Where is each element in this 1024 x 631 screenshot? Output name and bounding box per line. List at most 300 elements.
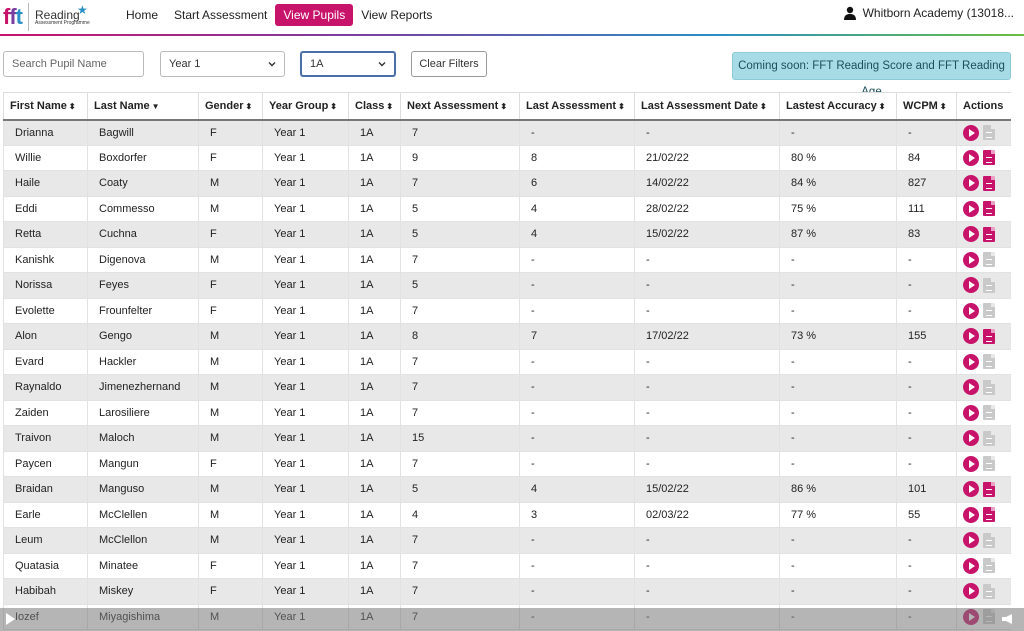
start-assessment-icon[interactable] bbox=[963, 354, 979, 370]
cell-first-name: Raynaldo bbox=[4, 375, 88, 401]
sort-desc-icon: ▼ bbox=[151, 101, 160, 111]
cell-first-name: Norissa bbox=[4, 273, 88, 299]
cell-last-assessment: - bbox=[520, 247, 635, 273]
report-document-icon[interactable] bbox=[983, 201, 995, 216]
cell-last-assessment-date: - bbox=[635, 579, 780, 605]
cell-last-name: Digenova bbox=[88, 247, 199, 273]
cell-year-group: Year 1 bbox=[263, 528, 349, 554]
sort-icon: ⬍ bbox=[759, 101, 767, 111]
sort-icon: ⬍ bbox=[878, 101, 886, 111]
cell-year-group: Year 1 bbox=[263, 502, 349, 528]
cell-last-name: Bagwill bbox=[88, 120, 199, 146]
cell-accuracy: - bbox=[780, 349, 897, 375]
cell-gender: M bbox=[199, 324, 263, 350]
report-document-icon bbox=[983, 533, 995, 548]
report-document-icon[interactable] bbox=[983, 150, 995, 165]
cell-next-assessment: 7 bbox=[401, 298, 520, 324]
cell-last-assessment: 7 bbox=[520, 324, 635, 350]
col-year-group[interactable]: Year Group ⬍ bbox=[263, 93, 349, 120]
cell-accuracy: - bbox=[780, 426, 897, 452]
cell-year-group: Year 1 bbox=[263, 222, 349, 248]
cell-last-assessment: - bbox=[520, 451, 635, 477]
year-group-value: Year 1 bbox=[169, 58, 201, 70]
cell-last-name: Maloch bbox=[88, 426, 199, 452]
cell-actions bbox=[957, 426, 1012, 452]
cell-last-assessment-date: - bbox=[635, 451, 780, 477]
cell-last-assessment-date: 28/02/22 bbox=[635, 196, 780, 222]
cell-next-assessment: 5 bbox=[401, 196, 520, 222]
table-row[interactable] bbox=[4, 553, 1012, 579]
cell-last-assessment-date: - bbox=[635, 553, 780, 579]
cell-gender: M bbox=[199, 528, 263, 554]
cell-last-assessment: - bbox=[520, 273, 635, 299]
cell-next-assessment: 7 bbox=[401, 451, 520, 477]
table-row[interactable] bbox=[4, 120, 1012, 146]
filter-bar bbox=[0, 48, 1024, 84]
cell-wcpm: - bbox=[897, 579, 957, 605]
cell-actions bbox=[957, 375, 1012, 401]
cell-last-assessment-date: - bbox=[635, 375, 780, 401]
cell-wcpm: 827 bbox=[897, 171, 957, 197]
cell-class: 1A bbox=[349, 400, 401, 426]
cell-next-assessment: 7 bbox=[401, 400, 520, 426]
table-row[interactable] bbox=[4, 400, 1012, 426]
report-document-icon[interactable] bbox=[983, 329, 995, 344]
cell-actions bbox=[957, 400, 1012, 426]
sort-icon: ⬍ bbox=[939, 101, 947, 111]
sort-icon: ⬍ bbox=[386, 101, 394, 111]
class-value: 1A bbox=[310, 58, 324, 70]
cell-wcpm: - bbox=[897, 298, 957, 324]
cell-last-name: Coaty bbox=[88, 171, 199, 197]
user-menu[interactable] bbox=[843, 6, 1014, 20]
start-assessment-icon[interactable] bbox=[963, 328, 979, 344]
cell-class: 1A bbox=[349, 349, 401, 375]
cell-first-name: Braidan bbox=[4, 477, 88, 503]
cell-year-group: Year 1 bbox=[263, 273, 349, 299]
cell-last-assessment-date: - bbox=[635, 349, 780, 375]
cell-last-name: Minatee bbox=[88, 553, 199, 579]
cell-last-assessment: - bbox=[520, 298, 635, 324]
report-document-icon bbox=[983, 558, 995, 573]
cell-gender: M bbox=[199, 247, 263, 273]
cell-year-group: Year 1 bbox=[263, 171, 349, 197]
cell-wcpm: - bbox=[897, 273, 957, 299]
cell-accuracy: - bbox=[780, 528, 897, 554]
cell-last-name: Gengo bbox=[88, 324, 199, 350]
sort-icon: ⬍ bbox=[330, 101, 337, 111]
cell-first-name: Alon bbox=[4, 324, 88, 350]
cell-first-name: Leum bbox=[4, 528, 88, 554]
clear-filters-button[interactable]: Clear Filters bbox=[411, 51, 487, 77]
pupils-table-container bbox=[3, 92, 1011, 631]
cell-gender: M bbox=[199, 196, 263, 222]
cell-first-name: Habibah bbox=[4, 579, 88, 605]
cell-next-assessment: 7 bbox=[401, 120, 520, 146]
cell-class: 1A bbox=[349, 579, 401, 605]
cell-year-group: Year 1 bbox=[263, 298, 349, 324]
start-assessment-icon[interactable] bbox=[963, 456, 979, 472]
cell-actions bbox=[957, 145, 1012, 171]
cell-next-assessment: 7 bbox=[401, 579, 520, 605]
cell-accuracy: 86 % bbox=[780, 477, 897, 503]
cell-year-group: Year 1 bbox=[263, 400, 349, 426]
user-school-name: Whitborn Academy (13018... bbox=[862, 6, 1014, 20]
start-assessment-icon[interactable] bbox=[963, 175, 979, 191]
cell-gender: M bbox=[199, 477, 263, 503]
cell-gender: F bbox=[199, 298, 263, 324]
cell-accuracy: - bbox=[780, 375, 897, 401]
cell-last-assessment-date: 15/02/22 bbox=[635, 222, 780, 248]
report-document-icon bbox=[983, 405, 995, 420]
report-document-icon[interactable] bbox=[983, 482, 995, 497]
cell-next-assessment: 7 bbox=[401, 247, 520, 273]
table-row[interactable] bbox=[4, 324, 1012, 350]
cell-last-assessment: - bbox=[520, 553, 635, 579]
cell-last-assessment: 4 bbox=[520, 196, 635, 222]
cell-class: 1A bbox=[349, 196, 401, 222]
sort-icon: ⬍ bbox=[618, 101, 625, 111]
col-latest-accuracy[interactable]: Lastest Accuracy ⬍ bbox=[780, 93, 897, 120]
report-document-icon[interactable] bbox=[983, 507, 995, 522]
cell-class: 1A bbox=[349, 375, 401, 401]
col-class[interactable]: Class ⬍ bbox=[349, 93, 401, 120]
cell-gender: M bbox=[199, 502, 263, 528]
cell-year-group: Year 1 bbox=[263, 375, 349, 401]
start-assessment-icon[interactable] bbox=[963, 583, 979, 599]
class-select[interactable] bbox=[300, 51, 396, 77]
cell-last-assessment: - bbox=[520, 120, 635, 146]
cell-class: 1A bbox=[349, 298, 401, 324]
cell-last-assessment: - bbox=[520, 579, 635, 605]
cell-class: 1A bbox=[349, 553, 401, 579]
report-document-icon bbox=[983, 278, 995, 293]
cell-year-group: Year 1 bbox=[263, 196, 349, 222]
cell-class: 1A bbox=[349, 426, 401, 452]
search-input[interactable]: Search Pupil Name bbox=[3, 51, 144, 77]
cell-next-assessment: 7 bbox=[401, 349, 520, 375]
cell-last-name: Miskey bbox=[88, 579, 199, 605]
brand-divider bbox=[28, 3, 29, 31]
user-icon bbox=[843, 6, 857, 20]
start-assessment-icon[interactable] bbox=[963, 379, 979, 395]
cell-year-group: Year 1 bbox=[263, 579, 349, 605]
cell-actions bbox=[957, 171, 1012, 197]
cell-wcpm: - bbox=[897, 400, 957, 426]
cell-accuracy: - bbox=[780, 451, 897, 477]
table-row[interactable] bbox=[4, 273, 1012, 299]
cell-actions bbox=[957, 553, 1012, 579]
col-wcpm[interactable]: WCPM ⬍ bbox=[897, 93, 957, 120]
cell-actions bbox=[957, 222, 1012, 248]
cell-next-assessment: 8 bbox=[401, 324, 520, 350]
star-icon: ★ bbox=[76, 2, 88, 17]
cell-accuracy: 73 % bbox=[780, 324, 897, 350]
cell-first-name: Evard bbox=[4, 349, 88, 375]
cell-next-assessment: 15 bbox=[401, 426, 520, 452]
cell-class: 1A bbox=[349, 120, 401, 146]
cell-last-assessment-date: 02/03/22 bbox=[635, 502, 780, 528]
table-row[interactable] bbox=[4, 502, 1012, 528]
report-document-icon bbox=[983, 303, 995, 318]
cell-last-assessment-date: - bbox=[635, 247, 780, 273]
cell-actions bbox=[957, 579, 1012, 605]
table-row[interactable] bbox=[4, 451, 1012, 477]
cell-gender: F bbox=[199, 273, 263, 299]
start-assessment-icon[interactable] bbox=[963, 532, 979, 548]
report-document-icon[interactable] bbox=[983, 176, 995, 191]
cell-last-assessment-date: 17/02/22 bbox=[635, 324, 780, 350]
top-navigation-bar bbox=[0, 0, 1024, 36]
cell-year-group: Year 1 bbox=[263, 451, 349, 477]
start-assessment-icon[interactable] bbox=[963, 252, 979, 268]
cell-last-name: Mangun bbox=[88, 451, 199, 477]
cell-wcpm: 83 bbox=[897, 222, 957, 248]
cell-last-assessment-date: 21/02/22 bbox=[635, 145, 780, 171]
start-assessment-icon[interactable] bbox=[963, 125, 979, 141]
cell-last-assessment: 6 bbox=[520, 171, 635, 197]
cell-last-assessment: 4 bbox=[520, 477, 635, 503]
col-first-name[interactable]: First Name ⬍ bbox=[4, 93, 88, 120]
cell-last-assessment-date: - bbox=[635, 273, 780, 299]
cell-next-assessment: 5 bbox=[401, 477, 520, 503]
start-assessment-icon[interactable] bbox=[963, 201, 979, 217]
cell-gender: M bbox=[199, 400, 263, 426]
cell-actions bbox=[957, 247, 1012, 273]
cell-class: 1A bbox=[349, 324, 401, 350]
table-row[interactable] bbox=[4, 426, 1012, 452]
table-row[interactable] bbox=[4, 196, 1012, 222]
cell-class: 1A bbox=[349, 477, 401, 503]
cell-last-name: McClellon bbox=[88, 528, 199, 554]
cell-year-group: Year 1 bbox=[263, 349, 349, 375]
header-divider bbox=[0, 34, 1024, 36]
col-actions: Actions bbox=[957, 93, 1012, 120]
cell-wcpm: 155 bbox=[897, 324, 957, 350]
start-assessment-icon[interactable] bbox=[963, 303, 979, 319]
table-row[interactable] bbox=[4, 145, 1012, 171]
cell-actions bbox=[957, 502, 1012, 528]
report-document-icon bbox=[983, 584, 995, 599]
cell-last-name: Larosiliere bbox=[88, 400, 199, 426]
cell-actions bbox=[957, 120, 1012, 146]
table-row[interactable] bbox=[4, 375, 1012, 401]
cell-last-assessment: - bbox=[520, 349, 635, 375]
start-assessment-icon[interactable] bbox=[963, 481, 979, 497]
cell-accuracy: - bbox=[780, 400, 897, 426]
col-last-assessment[interactable]: Last Assessment ⬍ bbox=[520, 93, 635, 120]
cell-gender: F bbox=[199, 451, 263, 477]
start-assessment-icon[interactable] bbox=[963, 507, 979, 523]
cell-last-name: McClellen bbox=[88, 502, 199, 528]
report-document-icon bbox=[983, 354, 995, 369]
cell-accuracy: - bbox=[780, 273, 897, 299]
cell-next-assessment: 5 bbox=[401, 222, 520, 248]
table-row[interactable] bbox=[4, 171, 1012, 197]
report-document-icon[interactable] bbox=[983, 227, 995, 242]
cell-last-assessment: - bbox=[520, 375, 635, 401]
col-gender[interactable]: Gender ⬍ bbox=[199, 93, 263, 120]
cell-year-group: Year 1 bbox=[263, 145, 349, 171]
cell-next-assessment: 7 bbox=[401, 528, 520, 554]
cell-class: 1A bbox=[349, 171, 401, 197]
table-row[interactable] bbox=[4, 349, 1012, 375]
cell-last-assessment-date: - bbox=[635, 528, 780, 554]
cell-gender: F bbox=[199, 145, 263, 171]
cell-first-name: Retta bbox=[4, 222, 88, 248]
cell-last-name: Manguso bbox=[88, 477, 199, 503]
cell-gender: M bbox=[199, 349, 263, 375]
cell-next-assessment: 4 bbox=[401, 502, 520, 528]
volume-icon[interactable] bbox=[1002, 614, 1012, 624]
table-row[interactable] bbox=[4, 579, 1012, 605]
cell-wcpm: - bbox=[897, 426, 957, 452]
cell-first-name: Traivon bbox=[4, 426, 88, 452]
cell-gender: F bbox=[199, 579, 263, 605]
cell-year-group: Year 1 bbox=[263, 324, 349, 350]
cell-last-assessment-date: 15/02/22 bbox=[635, 477, 780, 503]
cell-wcpm: 84 bbox=[897, 145, 957, 171]
cell-gender: F bbox=[199, 222, 263, 248]
pupils-table bbox=[3, 92, 1011, 630]
video-player-bar bbox=[0, 608, 1024, 631]
cell-year-group: Year 1 bbox=[263, 247, 349, 273]
cell-accuracy: 77 % bbox=[780, 502, 897, 528]
cell-actions bbox=[957, 273, 1012, 299]
cell-wcpm: - bbox=[897, 349, 957, 375]
cell-accuracy: 84 % bbox=[780, 171, 897, 197]
cell-last-assessment-date: - bbox=[635, 426, 780, 452]
cell-accuracy: 75 % bbox=[780, 196, 897, 222]
table-row[interactable] bbox=[4, 222, 1012, 248]
table-row[interactable] bbox=[4, 477, 1012, 503]
report-document-icon bbox=[983, 252, 995, 267]
cell-wcpm: 101 bbox=[897, 477, 957, 503]
cell-gender: M bbox=[199, 375, 263, 401]
cell-last-assessment: - bbox=[520, 426, 635, 452]
cell-last-assessment-date: - bbox=[635, 298, 780, 324]
cell-year-group: Year 1 bbox=[263, 120, 349, 146]
cell-accuracy: 87 % bbox=[780, 222, 897, 248]
cell-actions bbox=[957, 324, 1012, 350]
cell-last-name: Jimenezhernand bbox=[88, 375, 199, 401]
start-assessment-icon[interactable] bbox=[963, 277, 979, 293]
cell-last-name: Feyes bbox=[88, 273, 199, 299]
cell-next-assessment: 7 bbox=[401, 171, 520, 197]
cell-actions bbox=[957, 196, 1012, 222]
nav-view-reports[interactable]: View Reports bbox=[361, 8, 433, 22]
cell-actions bbox=[957, 349, 1012, 375]
cell-class: 1A bbox=[349, 451, 401, 477]
cell-accuracy: - bbox=[780, 553, 897, 579]
start-assessment-icon[interactable] bbox=[963, 150, 979, 166]
cell-next-assessment: 7 bbox=[401, 553, 520, 579]
cell-wcpm: - bbox=[897, 553, 957, 579]
coming-soon-notice: Coming soon: FFT Reading Score and FFT Reading bbox=[732, 52, 1011, 80]
sort-icon: ⬍ bbox=[500, 101, 508, 111]
cell-next-assessment: 7 bbox=[401, 375, 520, 401]
cell-actions bbox=[957, 528, 1012, 554]
cell-last-name: Hackler bbox=[88, 349, 199, 375]
fft-logo: fft bbox=[3, 4, 22, 29]
report-document-icon bbox=[983, 380, 995, 395]
cell-year-group: Year 1 bbox=[263, 426, 349, 452]
cell-accuracy: - bbox=[780, 579, 897, 605]
start-assessment-icon[interactable] bbox=[963, 430, 979, 446]
cell-last-assessment-date: - bbox=[635, 400, 780, 426]
col-last-name[interactable]: Last Name ▼ bbox=[88, 93, 199, 120]
cell-accuracy: 80 % bbox=[780, 145, 897, 171]
cell-gender: F bbox=[199, 553, 263, 579]
start-assessment-icon[interactable] bbox=[963, 558, 979, 574]
cell-accuracy: - bbox=[780, 120, 897, 146]
cell-wcpm: - bbox=[897, 451, 957, 477]
table-header-row bbox=[4, 93, 1012, 120]
cell-first-name: Zaiden bbox=[4, 400, 88, 426]
start-assessment-icon[interactable] bbox=[963, 405, 979, 421]
cell-last-name: Boxdorfer bbox=[88, 145, 199, 171]
cell-last-assessment-date: - bbox=[635, 120, 780, 146]
cell-last-assessment: - bbox=[520, 400, 635, 426]
report-document-icon bbox=[983, 125, 995, 140]
nav-home[interactable]: Home bbox=[126, 8, 159, 22]
cell-wcpm: - bbox=[897, 528, 957, 554]
nav-view-pupils[interactable]: View Pupils bbox=[275, 4, 353, 26]
cell-last-assessment: 3 bbox=[520, 502, 635, 528]
cell-first-name: Drianna bbox=[4, 120, 88, 146]
play-icon[interactable] bbox=[6, 613, 15, 625]
cell-last-name: Cuchna bbox=[88, 222, 199, 248]
cell-wcpm: - bbox=[897, 375, 957, 401]
table-row[interactable] bbox=[4, 528, 1012, 554]
cell-first-name: Evolette bbox=[4, 298, 88, 324]
start-assessment-icon[interactable] bbox=[963, 226, 979, 242]
year-group-select[interactable] bbox=[160, 51, 285, 77]
brand-text bbox=[34, 2, 90, 26]
cell-first-name: Eddi bbox=[4, 196, 88, 222]
cell-last-assessment: 8 bbox=[520, 145, 635, 171]
cell-first-name: Kanishk bbox=[4, 247, 88, 273]
cell-actions bbox=[957, 298, 1012, 324]
cell-class: 1A bbox=[349, 145, 401, 171]
cell-class: 1A bbox=[349, 273, 401, 299]
cell-first-name: Haile bbox=[4, 171, 88, 197]
cell-class: 1A bbox=[349, 247, 401, 273]
col-next-assessment[interactable]: Next Assessment ⬍ bbox=[401, 93, 520, 120]
cell-next-assessment: 5 bbox=[401, 273, 520, 299]
cell-accuracy: - bbox=[780, 298, 897, 324]
nav-start-assessment[interactable]: Start Assessment bbox=[174, 8, 268, 22]
cell-last-assessment-date: 14/02/22 bbox=[635, 171, 780, 197]
cell-gender: M bbox=[199, 171, 263, 197]
sort-icon: ⬍ bbox=[68, 101, 76, 111]
cell-actions bbox=[957, 451, 1012, 477]
cell-last-name: Frounfelter bbox=[88, 298, 199, 324]
cell-gender: M bbox=[199, 426, 263, 452]
report-document-icon bbox=[983, 456, 995, 471]
chevron-down-icon bbox=[378, 60, 386, 68]
col-last-assessment-date[interactable]: Last Assessment Date ⬍ bbox=[635, 93, 780, 120]
cell-first-name: Quatasia bbox=[4, 553, 88, 579]
cell-wcpm: 55 bbox=[897, 502, 957, 528]
table-row[interactable] bbox=[4, 247, 1012, 273]
cell-actions bbox=[957, 477, 1012, 503]
brand-subtitle: Assessment Programme bbox=[34, 19, 90, 26]
cell-wcpm: - bbox=[897, 120, 957, 146]
table-row[interactable] bbox=[4, 298, 1012, 324]
brand-logo[interactable] bbox=[3, 2, 90, 32]
brand-title: Reading bbox=[34, 7, 80, 22]
